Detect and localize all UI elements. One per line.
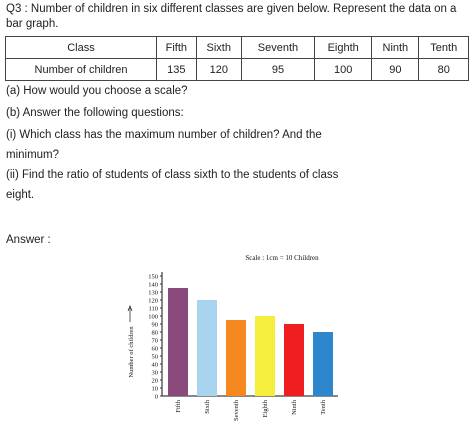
bar [284,324,304,396]
question-part-a: (a) How would you choose a scale? [6,85,188,97]
table-count-cell: 100 [315,59,372,81]
y-tick-label: 40 [151,361,158,369]
y-tick-label: 10 [151,385,158,393]
x-tick-label: Seventh [233,400,240,421]
y-tick-label: 50 [151,353,158,361]
data-table [5,36,469,81]
y-tick-label: 140 [148,281,158,289]
bar [255,316,275,396]
x-tick-label: Fifth [175,400,182,413]
bar [313,332,333,396]
table-header-row [6,37,469,59]
question-part-ii-line2: eight. [6,189,35,201]
table-count-cell: 135 [157,59,197,81]
table-row-label: Number of children [6,59,157,81]
bar-chart [120,244,350,430]
y-tick-label: 60 [151,345,158,353]
table-count-cell: 80 [419,59,469,81]
chart-plot-area [128,272,338,421]
y-tick-label: 150 [148,273,158,281]
chart-title: Scale : 1cm = 10 Children [245,254,319,262]
question-part-i-line1: (i) Which class has the maximum number of children? And the [6,129,322,141]
table-count-cell: 120 [196,59,241,81]
x-tick-label: Ninth [291,400,298,415]
question-part-ii-line1: (ii) Find the ratio of students of class sixth to the students of class [6,169,339,181]
table-count-cell: 90 [372,59,419,81]
question-part-b: (b) Answer the following questions: [6,107,184,119]
y-tick-label: 70 [151,337,158,345]
table-class-cell: Sixth [196,37,241,59]
y-tick-label: 120 [148,297,158,305]
y-tick-label: 80 [151,329,158,337]
table-header-label: Class [6,37,157,59]
y-axis-label: Number of children [128,326,135,378]
table-class-cell: Tenth [419,37,469,59]
question-part-i-line2: minimum? [6,149,60,161]
table-class-cell: Eighth [315,37,372,59]
y-tick-label: 20 [151,377,158,385]
bar [168,288,188,396]
table-count-cell: 95 [241,59,314,81]
y-tick-label: 0 [154,393,158,401]
x-tick-label: Eighth [262,400,269,418]
bar [226,320,246,396]
y-tick-label: 30 [151,369,158,377]
bar [197,300,217,396]
table-class-cell: Fifth [157,37,197,59]
y-tick-label: 90 [151,321,158,329]
answer-label: Answer : [6,234,51,246]
x-tick-label: Tenth [320,400,327,415]
y-tick-label: 130 [148,289,158,297]
y-tick-label: 110 [148,305,158,313]
table-class-cell: Seventh [241,37,314,59]
table-value-row [6,59,469,81]
table-class-cell: Ninth [372,37,419,59]
y-tick-label: 100 [148,313,158,321]
x-tick-label: Sixth [204,400,211,414]
question-title: Q3 : Number of children in six different classes are given below. Represent the data on a bar graph. [6,3,457,30]
